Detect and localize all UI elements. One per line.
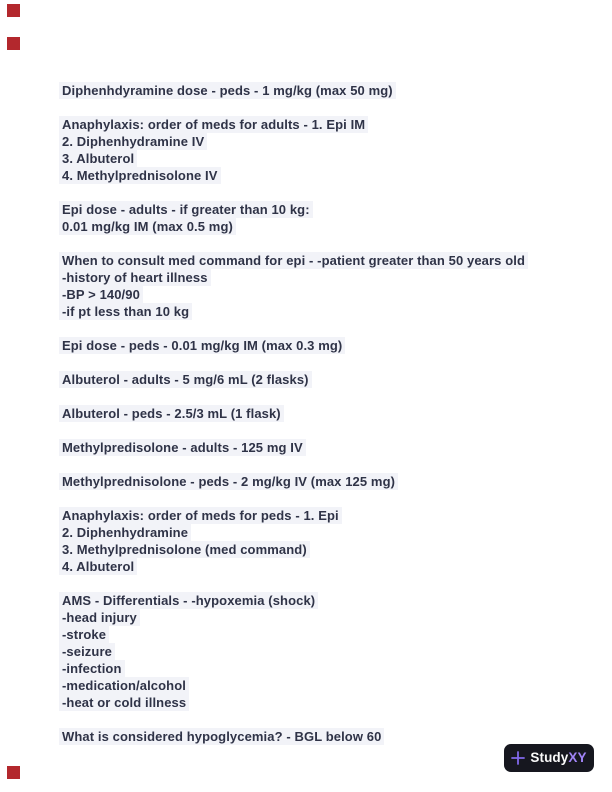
text-line: 4. Methylprednisolone IV — [62, 167, 562, 184]
flashcard-entry — [62, 592, 562, 711]
flashcard-entry — [62, 337, 562, 354]
text-line: AMS - Differentials - -hypoxemia (shock) — [62, 592, 562, 609]
text-line: -if pt less than 10 kg — [62, 303, 562, 320]
plus-icon — [511, 751, 525, 765]
red-square-marker — [7, 766, 20, 779]
text-line: -BP > 140/90 — [62, 286, 562, 303]
brand-name-xy: XY — [568, 750, 587, 766]
text-line: Diphenhdyramine dose - peds - 1 mg/kg (max 50 mg) — [62, 82, 562, 99]
text-line: 4. Albuterol — [62, 558, 562, 575]
text-line: 2. Diphenhydramine IV — [62, 133, 562, 150]
flashcard-entry — [62, 728, 562, 745]
flashcard-entry — [62, 405, 562, 422]
flashcard-entry — [62, 439, 562, 456]
studyxy-badge[interactable] — [504, 744, 594, 772]
red-square-marker — [7, 4, 20, 17]
text-line: Anaphylaxis: order of meds for peds - 1. Epi — [62, 507, 562, 524]
text-line: Epi dose - adults - if greater than 10 kg: — [62, 201, 562, 218]
text-line: 3. Albuterol — [62, 150, 562, 167]
text-line: 0.01 mg/kg IM (max 0.5 mg) — [62, 218, 562, 235]
flashcard-entry — [62, 116, 562, 184]
text-line: Albuterol - adults - 5 mg/6 mL (2 flasks) — [62, 371, 562, 388]
text-line: When to consult med command for epi - -patient greater than 50 years old — [62, 252, 562, 269]
text-line: 2. Diphenhydramine — [62, 524, 562, 541]
text-line: -infection — [62, 660, 562, 677]
flashcard-entry — [62, 201, 562, 235]
text-line: Anaphylaxis: order of meds for adults - 1. Epi IM — [62, 116, 562, 133]
red-square-marker — [7, 37, 20, 50]
flashcard-entry — [62, 252, 562, 320]
flashcard-entry — [62, 82, 562, 99]
brand-name — [530, 751, 586, 765]
text-line: -history of heart illness — [62, 269, 562, 286]
flashcard-entry — [62, 473, 562, 490]
text-line: -stroke — [62, 626, 562, 643]
text-line: Epi dose - peds - 0.01 mg/kg IM (max 0.3 mg) — [62, 337, 562, 354]
flashcard-entry — [62, 507, 562, 575]
notes-content — [62, 82, 562, 745]
text-line: Albuterol - peds - 2.5/3 mL (1 flask) — [62, 405, 562, 422]
text-line: -seizure — [62, 643, 562, 660]
text-line: Methylpredisolone - adults - 125 mg IV — [62, 439, 562, 456]
flashcard-entry — [62, 371, 562, 388]
text-line: Methylprednisolone - peds - 2 mg/kg IV (max 125 mg) — [62, 473, 562, 490]
text-line: What is considered hypoglycemia? - BGL below 60 — [62, 728, 562, 745]
text-line: -heat or cold illness — [62, 694, 562, 711]
text-line: -medication/alcohol — [62, 677, 562, 694]
brand-name-study: Study — [530, 750, 569, 766]
text-line: -head injury — [62, 609, 562, 626]
text-line: 3. Methylprednisolone (med command) — [62, 541, 562, 558]
